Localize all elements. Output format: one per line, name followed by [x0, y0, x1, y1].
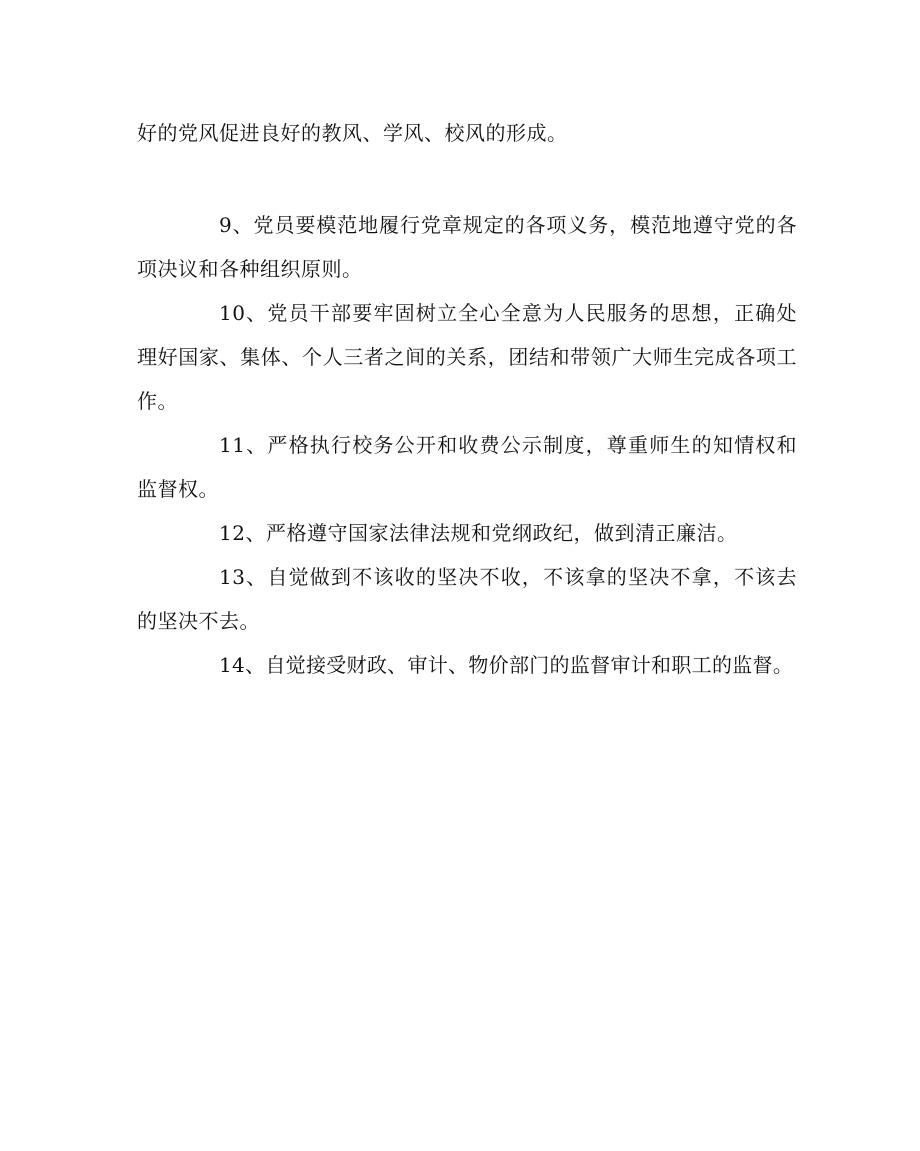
- paragraph-item-9: 9、党员要模范地履行党章规定的各项义务，模范地遵守党的各项决议和各种组织原则。: [137, 213, 797, 281]
- paragraph-item-14: 14、自觉接受财政、审计、物价部门的监督审计和职工的监督。: [219, 653, 794, 677]
- paragraph-item-10: 10、党员干部要牢固树立全心全意为人民服务的思想，正确处理好国家、集体、个人三者之间的关系，团结和带领广大师生完成各项工作。: [137, 301, 797, 413]
- document-body: [137, 111, 797, 687]
- paragraph-spacer: [137, 155, 797, 203]
- paragraph-continuation: 好的党风促进良好的教风、学风、校风的形成。: [137, 121, 568, 145]
- paragraph-item-12: 12、严格遵守国家法律法规和党纲政纪，做到清正廉洁。: [219, 521, 738, 545]
- paragraph-item-11: 11、严格执行校务公开和收费公示制度，尊重师生的知情权和监督权。: [137, 433, 797, 501]
- paragraph-item-13: 13、自觉做到不该收的坚决不收，不该拿的坚决不拿，不该去的坚决不去。: [137, 565, 797, 633]
